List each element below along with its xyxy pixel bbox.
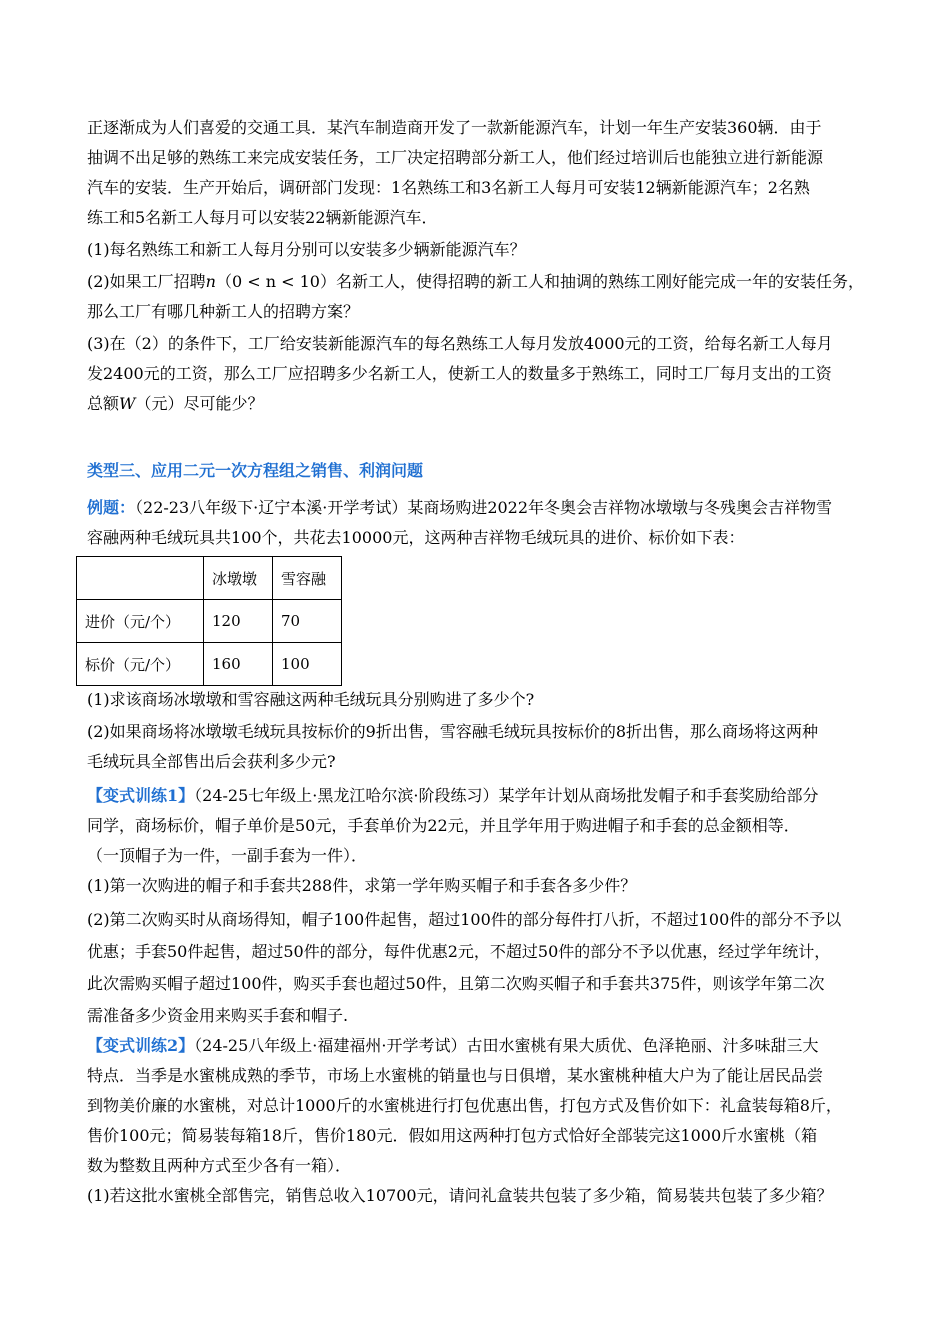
variant-2-label: 【变式训练2】 <box>87 1036 195 1055</box>
question-2 <box>87 272 864 292</box>
question-2-text-a: (2)如果工厂招聘 <box>87 272 206 291</box>
table-row <box>77 600 342 643</box>
table-header-xuerongrong: 雪容融 <box>273 557 342 600</box>
variant-2-intro <box>87 1036 818 1056</box>
text-line: 数为整数且两种方式至少各有一箱）． <box>87 1156 352 1175</box>
question-1: (1)第一次购进的帽子和手套共288件，求第一学年购买帽子和手套各多少件？ <box>87 876 637 895</box>
example-intro <box>87 498 832 518</box>
text-line: 优惠；手套50件起售，超过50件的部分，每件优惠2元，不超过50件的部分不予以优惠，经过学年统计， <box>87 942 831 961</box>
variable-w: W <box>119 394 136 413</box>
table-header-bingdwendwen: 冰墩墩 <box>204 557 273 600</box>
question-1: (1)求该商场冰墩墩和雪容融这两种毛绒玩具分别购进了多少个? <box>87 690 535 709</box>
text-line: 练工和5名新工人每月可以安装22辆新能源汽车． <box>87 208 438 227</box>
text-line: 发2400元的工资，那么工厂应招聘多少名新工人，使新工人的数量多于熟练工，同时工厂每月支出的工资 <box>87 364 832 383</box>
example-text: （22-23八年级下·辽宁本溪·开学考试）某商场购进2022年冬奥会吉祥物冰墩墩与冬残奥会吉祥物雪 <box>135 498 833 517</box>
text-line: 售价100元；简易装每箱18斤，售价180元．假如用这两种打包方式恰好全部装完这1000斤水蜜桃（箱 <box>87 1126 818 1145</box>
question-2: (2)第二次购买时从商场得知，帽子100件起售，超过100件的部分每件打八折，不超过100件的部分不予以 <box>87 910 842 929</box>
text-line: 汽车的安装．生产开始后，调研部门发现：1名熟练工和3名新工人每月可安装12辆新能源汽车；2名熟 <box>87 178 810 197</box>
text-line: 同学，商场标价，帽子单价是50元，手套单价为22元，并且学年用于购进帽子和手套的总金额相等． <box>87 816 800 835</box>
table-header-row <box>77 557 342 600</box>
table-cell <box>77 557 204 600</box>
table-row <box>77 643 342 686</box>
variable-n: n <box>205 272 216 291</box>
text-line: 毛绒玩具全部售出后会获利多少元? <box>87 752 336 771</box>
text-line: 特点．当季是水蜜桃成熟的季节，市场上水蜜桃的销量也与日俱增，某水蜜桃种植大户为了能让居民品尝 <box>87 1066 824 1085</box>
text-line: 容融两种毛绒玩具共100个，共花去10000元，这两种吉祥物毛绒玩具的进价、标价如下表： <box>87 528 745 547</box>
table-cell: 标价（元/个） <box>77 643 204 686</box>
table-cell: 100 <box>273 643 342 686</box>
text-line <box>87 394 263 414</box>
example-label: 例题： <box>87 498 136 517</box>
text-line: 此次需购买帽子超过100件，购买手套也超过50件，且第二次购买帽子和手套共375件，则该学年第二次 <box>87 974 825 993</box>
question-3-text-b: （元）尽可能少？ <box>135 394 264 413</box>
question-2: (2)如果商场将冰墩墩毛绒玩具按标价的9折出售，雪容融毛绒玩具按标价的8折出售，那么商场将这两种 <box>87 722 819 741</box>
text-line: （一顶帽子为一件，一副手套为一件）． <box>87 846 368 865</box>
price-table <box>76 556 342 686</box>
text-line: 抽调不出足够的熟练工来完成安装任务，工厂决定招聘部分新工人，他们经过培训后也能独立进行新能源 <box>87 148 824 167</box>
question-1: (1)若这批水蜜桃全部售完，销售总收入10700元，请问礼盒装共包装了多少箱，简易装共包装了多少箱？ <box>87 1186 833 1205</box>
section-heading: 类型三、应用二元一次方程组之销售、利润问题 <box>87 461 424 480</box>
variant-1-label: 【变式训练1】 <box>87 786 195 805</box>
text-line: 到物美价廉的水蜜桃，对总计1000斤的水蜜桃进行打包优惠出售，打包方式及售价如下：礼盒装每箱8斤， <box>87 1096 842 1115</box>
text-line: 正逐渐成为人们喜爱的交通工具．某汽车制造商开发了一款新能源汽车，计划一年生产安装360辆．由于 <box>87 118 822 137</box>
table-cell: 进价（元/个） <box>77 600 204 643</box>
text-line: 需准备多少资金用来购买手套和帽子. <box>87 1006 349 1025</box>
variant-2-text: （24-25八年级上·福建福州·开学考试）古田水蜜桃有果大质优、色泽艳丽、汁多味甜三大 <box>194 1036 819 1055</box>
table-cell: 160 <box>204 643 273 686</box>
text-line: 那么工厂有哪几种新工人的招聘方案？ <box>87 302 360 321</box>
question-3: (3)在（2）的条件下，工厂给安装新能源汽车的每名熟练工人每月发放4000元的工资，给每名新工人每月 <box>87 334 833 353</box>
variant-1-intro <box>87 786 818 806</box>
question-3-text-a: 总额 <box>87 394 120 413</box>
question-2-condition: （0 < n < 10） <box>215 272 336 291</box>
table-cell: 120 <box>204 600 273 643</box>
question-1: (1)每名熟练工和新工人每月分别可以安装多少辆新能源汽车？ <box>87 240 526 259</box>
question-2-text-b: 名新工人，使得招聘的新工人和抽调的熟练工刚好能完成一年的安装任务， <box>336 272 865 291</box>
table-cell: 70 <box>273 600 342 643</box>
variant-1-text: （24-25七年级上·黑龙江哈尔滨·阶段练习）某学年计划从商场批发帽子和手套奖励给部分 <box>194 786 819 805</box>
